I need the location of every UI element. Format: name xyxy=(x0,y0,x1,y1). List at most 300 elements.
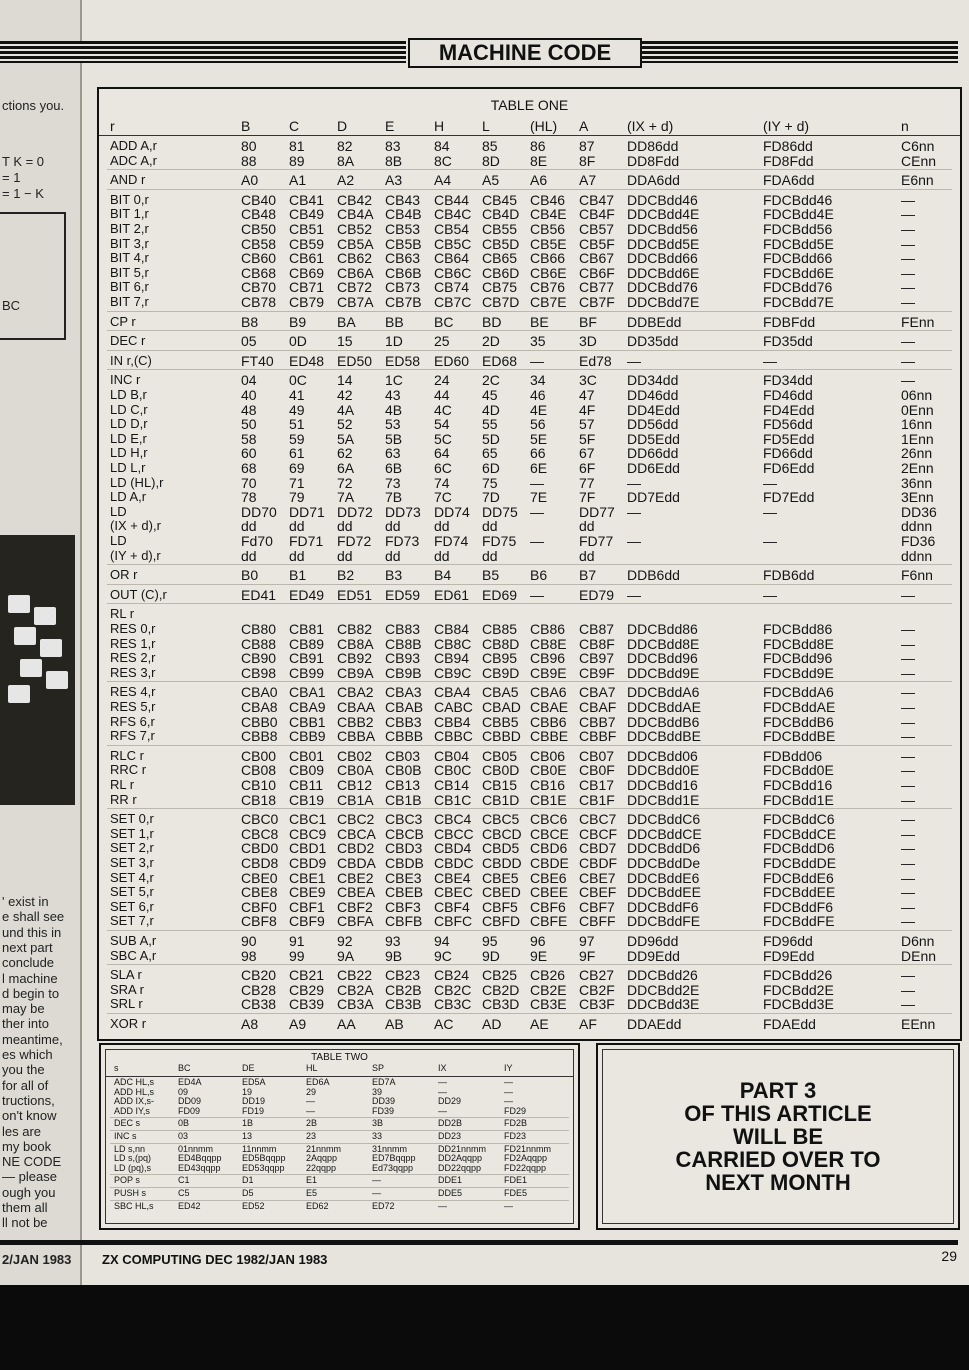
opcode-cell: ED79 xyxy=(579,586,615,603)
table-row xyxy=(99,266,960,281)
opcode-cell: 82 xyxy=(337,138,353,154)
opcode-cell: CB04 xyxy=(434,747,470,764)
opcode-cell: 98 xyxy=(241,947,257,964)
opcode-cell: 5C xyxy=(434,430,452,447)
opcode-cell: CB7E xyxy=(530,294,567,310)
opcode-cell: CB02 xyxy=(337,747,373,764)
opcode-cell: CBFB xyxy=(385,913,423,930)
opcode-cell: 1C xyxy=(385,372,403,389)
opcode-cell: FDCBdd66 xyxy=(763,250,833,267)
opcode-cell: 7D xyxy=(482,489,500,506)
opcode-cell: CB0C xyxy=(434,762,472,779)
opcode-cell: CB5B xyxy=(385,235,422,252)
table-one-column-header: B xyxy=(241,118,251,134)
opcode-cell: DD35dd xyxy=(627,333,679,350)
opcode-cell: ED49 xyxy=(289,586,325,603)
facing-page-text: d begin to xyxy=(2,985,60,1001)
opcode-cell: D5 xyxy=(242,1188,254,1198)
opcode-cell: DDCBdd76 xyxy=(627,279,698,296)
opcode-cell: DDE5 xyxy=(438,1188,463,1198)
opcode-cell: CBDA xyxy=(337,855,376,871)
row-label: SBC A,r xyxy=(110,947,157,963)
opcode-cell: CBAF xyxy=(579,699,617,715)
opcode-cell: DDCBddF6 xyxy=(627,898,699,915)
opcode-cell: CB58 xyxy=(241,235,277,252)
facing-page-text: you the xyxy=(2,1062,45,1078)
opcode-cell: CBA4 xyxy=(434,684,471,701)
table-row xyxy=(106,1145,573,1155)
opcode-cell: CBFE xyxy=(530,913,568,930)
opcode-cell: B4 xyxy=(434,567,452,584)
row-label: BIT 1,r xyxy=(110,206,149,222)
opcode-cell: ED5A xyxy=(242,1077,266,1087)
opcode-cell: CB3D xyxy=(482,996,520,1013)
opcode-cell: 66 xyxy=(530,445,546,462)
opcode-cell: — xyxy=(306,1096,315,1107)
opcode-cell: E1 xyxy=(306,1175,318,1186)
opcode-cell: DDCBdd1E xyxy=(627,791,700,808)
opcode-cell: CB66 xyxy=(530,250,566,267)
opcode-cell: 2B xyxy=(306,1118,318,1129)
group-separator xyxy=(107,189,952,190)
opcode-cell: ED53qqpp xyxy=(242,1162,285,1173)
opcode-cell: FDE5 xyxy=(504,1188,528,1198)
opcode-cell: — xyxy=(901,650,915,667)
opcode-cell: 39 xyxy=(372,1086,383,1097)
row-label: SET 5,r xyxy=(110,884,154,900)
opcode-cell: FD46dd xyxy=(763,387,813,403)
opcode-cell: CBE8 xyxy=(241,884,278,901)
opcode-cell: CB3F xyxy=(579,996,615,1013)
opcode-cell: FDE1 xyxy=(504,1175,528,1186)
opcode-cell: — xyxy=(530,586,544,603)
opcode-cell: FDCBdd5E xyxy=(763,235,834,252)
table-two xyxy=(99,1043,580,1230)
opcode-cell: CB91 xyxy=(289,650,325,667)
opcode-cell: DDCBddCE xyxy=(627,825,702,842)
row-label: RES 4,r xyxy=(110,684,156,700)
table-row xyxy=(99,900,960,915)
opcode-cell: CBE1 xyxy=(289,869,326,886)
opcode-cell: FD39 xyxy=(372,1105,395,1116)
opcode-cell: — xyxy=(372,1175,381,1186)
table-row xyxy=(99,934,960,949)
opcode-cell: 6E xyxy=(530,460,548,476)
opcode-cell: 5B xyxy=(385,430,403,447)
row-label: LD H,r xyxy=(110,445,148,461)
opcode-cell: BE xyxy=(530,313,549,330)
opcode-cell: CB26 xyxy=(530,967,566,984)
opcode-cell: 55 xyxy=(482,416,498,433)
table-row xyxy=(106,1164,573,1174)
opcode-cell: CB47 xyxy=(579,191,615,208)
opcode-cell: CB70 xyxy=(241,279,277,296)
opcode-cell: CBD8 xyxy=(241,855,279,871)
opcode-cell: FDCBdd4E xyxy=(763,206,834,223)
table-one-column-header: (IX + d) xyxy=(627,118,674,134)
opcode-cell: 90 xyxy=(241,933,257,949)
opcode-cell: CBF9 xyxy=(289,913,325,930)
row-label: RES 2,r xyxy=(110,650,156,666)
opcode-cell: — xyxy=(901,621,915,637)
opcode-cell: CBAA xyxy=(337,699,376,715)
opcode-cell: CB5D xyxy=(482,235,520,252)
opcode-cell: CB41 xyxy=(289,191,325,208)
opcode-cell: 06nn xyxy=(901,387,933,403)
opcode-cell: — xyxy=(901,250,915,267)
opcode-cell: CB2A xyxy=(337,981,374,998)
opcode-cell: CB9C xyxy=(434,664,472,681)
opcode-cell: CBED xyxy=(482,884,521,901)
opcode-cell: FDCBddAE xyxy=(763,699,836,715)
opcode-cell: — xyxy=(306,1105,315,1116)
opcode-cell: DDCBddEE xyxy=(627,884,701,901)
opcode-cell: A6 xyxy=(530,172,548,189)
opcode-cell: DDCBdd16 xyxy=(627,777,698,793)
opcode-cell: CB14 xyxy=(434,777,470,793)
opcode-cell: 5F xyxy=(579,430,596,447)
opcode-cell: 97 xyxy=(579,933,595,949)
table-row xyxy=(106,1132,573,1142)
opcode-cell: DD96dd xyxy=(627,933,679,949)
opcode-cell: CB7F xyxy=(579,294,615,310)
opcode-cell: — xyxy=(901,206,915,223)
group-separator xyxy=(107,169,952,170)
opcode-cell: FDCBdd96 xyxy=(763,650,833,667)
opcode-cell: DD9Edd xyxy=(627,947,680,964)
opcode-cell: 4A xyxy=(337,401,355,418)
opcode-cell: CBE4 xyxy=(434,869,471,886)
opcode-cell: 11nnmm xyxy=(242,1143,277,1154)
opcode-cell: BA xyxy=(337,313,356,330)
opcode-cell: 94 xyxy=(434,933,450,949)
table-row xyxy=(99,461,960,476)
opcode-cell: 48 xyxy=(241,401,257,418)
opcode-cell: FD5Edd xyxy=(763,430,815,447)
opcode-cell: CB2F xyxy=(579,981,615,998)
table-row xyxy=(106,1097,573,1107)
opcode-cell: — xyxy=(901,791,915,808)
opcode-cell: DDCBddB6 xyxy=(627,713,700,730)
table-row xyxy=(99,700,960,715)
table-row xyxy=(99,354,960,369)
opcode-cell: CB93 xyxy=(385,650,421,667)
opcode-cell: — xyxy=(901,264,915,281)
opcode-cell: CB86 xyxy=(530,621,566,637)
opcode-cell: CBA1 xyxy=(289,684,326,701)
opcode-cell: CBCD xyxy=(482,825,522,842)
opcode-cell: CB48 xyxy=(241,206,277,223)
opcode-cell: FD29 xyxy=(504,1105,527,1116)
row-label: SRA r xyxy=(110,981,144,997)
opcode-cell: FD4Edd xyxy=(763,401,815,418)
opcode-cell: CB01 xyxy=(289,747,325,764)
opcode-cell: DDCBdd2E xyxy=(627,981,700,998)
table-one-column-header: C xyxy=(289,118,300,134)
opcode-cell: CB4C xyxy=(434,206,472,223)
table-row xyxy=(99,812,960,827)
opcode-cell: CBD4 xyxy=(434,840,472,857)
table-row xyxy=(99,729,960,744)
opcode-cell: 21nnmm xyxy=(306,1143,342,1154)
opcode-cell: E6nn xyxy=(901,172,934,189)
opcode-cell: CB50 xyxy=(241,221,277,237)
table-row xyxy=(99,490,960,505)
opcode-cell: CB6F xyxy=(579,264,615,281)
table-row xyxy=(99,432,960,447)
row-label: BIT 2,r xyxy=(110,221,149,236)
opcode-cell: CB6A xyxy=(337,264,374,281)
row-label: RES 0,r xyxy=(110,621,156,636)
opcode-cell: 9D xyxy=(482,947,500,964)
opcode-cell: CB07 xyxy=(579,747,615,764)
footer-rule xyxy=(0,1240,958,1245)
opcode-cell: ED72 xyxy=(372,1200,395,1211)
facing-page-text: conclude xyxy=(2,955,55,971)
table-one-column-header: (IY + d) xyxy=(763,118,810,134)
notice-line: OF THIS ARTICLE xyxy=(684,1101,872,1126)
opcode-cell: CB56 xyxy=(530,221,566,237)
opcode-cell: — xyxy=(901,372,915,389)
opcode-cell: CB21 xyxy=(289,967,325,984)
row-label: ADD IX,s- xyxy=(114,1096,155,1107)
row-label: ADD HL,s xyxy=(114,1086,155,1097)
table-row xyxy=(99,997,960,1012)
opcode-cell: D1 xyxy=(242,1175,254,1186)
opcode-cell: 01nnmm xyxy=(178,1143,214,1154)
table-row xyxy=(99,871,960,886)
table-row xyxy=(99,505,960,520)
opcode-cell: 77 xyxy=(579,474,595,491)
opcode-cell: 09 xyxy=(178,1086,189,1097)
opcode-cell: — xyxy=(530,352,544,369)
opcode-cell: CBBF xyxy=(579,728,617,745)
opcode-cell: ED61 xyxy=(434,586,470,603)
table-row xyxy=(99,666,960,681)
opcode-cell: ED48 xyxy=(289,352,325,369)
opcode-cell: CBA3 xyxy=(385,684,422,701)
opcode-cell: — xyxy=(901,713,915,730)
opcode-cell: ED62 xyxy=(306,1200,329,1211)
notice-line: NEXT MONTH xyxy=(705,1170,851,1195)
opcode-cell: ED42 xyxy=(178,1200,201,1211)
row-label: LD C,r xyxy=(110,401,148,417)
row-label: AND r xyxy=(110,172,146,188)
table-one-column-header: A xyxy=(579,118,589,134)
opcode-cell: C1 xyxy=(178,1175,190,1186)
notice-line: PART 3 xyxy=(739,1078,817,1103)
table-row xyxy=(99,251,960,266)
opcode-cell: CB39 xyxy=(289,996,325,1013)
opcode-cell: FDCBdd26 xyxy=(763,967,833,984)
opcode-cell: DD19 xyxy=(242,1096,266,1107)
opcode-cell: dd xyxy=(337,518,353,535)
opcode-cell: AB xyxy=(385,1016,404,1032)
row-label: ADC HL,s xyxy=(114,1077,155,1087)
opcode-cell: 0Enn xyxy=(901,401,934,418)
opcode-cell: 96 xyxy=(530,933,546,949)
section-header xyxy=(0,38,958,66)
table-row xyxy=(106,1189,573,1199)
opcode-cell: DD5Edd xyxy=(627,430,680,447)
opcode-cell: FDCBdd1E xyxy=(763,791,834,808)
opcode-cell: 5E xyxy=(530,430,548,447)
opcode-cell: DD56dd xyxy=(627,416,679,433)
opcode-cell: CB28 xyxy=(241,981,277,998)
opcode-cell: CB1F xyxy=(579,791,615,808)
row-label: SET 7,r xyxy=(110,913,154,929)
opcode-cell: 80 xyxy=(241,138,257,154)
opcode-cell: CBB1 xyxy=(289,713,326,730)
opcode-cell: — xyxy=(901,294,915,310)
opcode-cell: CBA2 xyxy=(337,684,374,701)
opcode-cell: CB9B xyxy=(385,664,422,681)
opcode-cell: CBA8 xyxy=(241,699,278,715)
opcode-cell: CB68 xyxy=(241,264,277,281)
opcode-cell: AF xyxy=(579,1016,597,1032)
opcode-cell: CBAE xyxy=(530,699,569,715)
opcode-cell: CBD5 xyxy=(482,840,520,857)
table-one-column-header: (HL) xyxy=(530,118,558,134)
table-one-column-header: n xyxy=(901,118,909,134)
facing-page-text: on't know xyxy=(2,1108,57,1124)
opcode-cell: CBDF xyxy=(579,855,618,871)
opcode-cell: FD2Aqqpp xyxy=(504,1153,548,1164)
opcode-cell: BF xyxy=(579,313,597,330)
opcode-cell: 4E xyxy=(530,401,548,418)
opcode-cell: CB06 xyxy=(530,747,566,764)
opcode-cell: FDCBdd2E xyxy=(763,981,834,998)
opcode-cell: FDCBdd0E xyxy=(763,762,834,779)
facing-page-text: = 1 xyxy=(2,170,21,185)
opcode-cell: CB8F xyxy=(579,635,615,652)
opcode-cell: BC xyxy=(434,313,454,330)
table-row xyxy=(99,778,960,793)
opcode-cell: DDCBdd6E xyxy=(627,264,700,281)
opcode-cell: DDCBddDe xyxy=(627,855,701,871)
opcode-cell: 95 xyxy=(482,933,498,949)
opcode-cell: CB18 xyxy=(241,791,277,808)
opcode-cell: 53 xyxy=(385,416,401,433)
opcode-cell: 81 xyxy=(289,138,305,154)
opcode-cell: FDCBddDE xyxy=(763,855,837,871)
facing-page-text: them all xyxy=(2,1200,48,1215)
row-label: BIT 6,r xyxy=(110,279,149,295)
opcode-cell: CB98 xyxy=(241,664,277,681)
opcode-cell: 36nn xyxy=(901,474,933,491)
opcode-cell: CB44 xyxy=(434,191,470,208)
opcode-cell: — xyxy=(901,333,915,350)
table-row xyxy=(99,793,960,808)
opcode-cell: 52 xyxy=(337,416,353,433)
row-label: LD E,r xyxy=(110,430,147,446)
opcode-cell: 6F xyxy=(579,460,596,476)
opcode-cell: CBCB xyxy=(385,825,424,842)
opcode-cell: FD8Fdd xyxy=(763,152,814,169)
opcode-cell: CB0D xyxy=(482,762,520,779)
opcode-cell: 65 xyxy=(482,445,498,462)
opcode-cell: B5 xyxy=(482,567,500,584)
opcode-cell: CB9E xyxy=(530,664,567,681)
table-row xyxy=(99,856,960,871)
table-row xyxy=(99,568,960,583)
row-label: LD A,r xyxy=(110,489,147,505)
opcode-cell: FDCBdd7E xyxy=(763,294,834,310)
table-two-column-header: HL xyxy=(306,1063,318,1073)
opcode-cell: B3 xyxy=(385,567,403,584)
table-row xyxy=(99,388,960,403)
row-label: LD L,r xyxy=(110,460,146,475)
opcode-cell: CBF0 xyxy=(241,898,277,915)
scan-border xyxy=(0,1285,969,1370)
table-row xyxy=(99,446,960,461)
opcode-cell: 8C xyxy=(434,152,452,169)
table-two-column-header: IX xyxy=(438,1063,447,1073)
opcode-cell: FDCBddEE xyxy=(763,884,836,901)
row-label: SBC HL,s xyxy=(114,1200,154,1211)
group-separator xyxy=(107,350,952,351)
opcode-cell: CBC3 xyxy=(385,811,423,828)
opcode-cell: — xyxy=(901,586,915,603)
opcode-cell: CBB0 xyxy=(241,713,278,730)
opcode-cell: DDE1 xyxy=(438,1175,463,1186)
opcode-cell: CB19 xyxy=(289,791,325,808)
opcode-cell: 19 xyxy=(242,1086,253,1097)
opcode-cell: DD73 xyxy=(385,503,421,520)
opcode-cell: — xyxy=(504,1200,513,1211)
opcode-cell: 26nn xyxy=(901,445,933,462)
group-separator xyxy=(107,584,952,585)
opcode-cell: CB1C xyxy=(434,791,472,808)
opcode-cell: CBB7 xyxy=(579,713,616,730)
opcode-cell: ED52 xyxy=(242,1200,265,1211)
opcode-cell: — xyxy=(627,352,641,369)
opcode-cell: — xyxy=(901,235,915,252)
opcode-cell: DDCBdd4E xyxy=(627,206,700,223)
opcode-cell: — xyxy=(901,967,915,984)
table-row xyxy=(99,207,960,222)
opcode-cell: 47 xyxy=(579,387,595,403)
opcode-cell: CB54 xyxy=(434,221,470,237)
opcode-cell: 44 xyxy=(434,387,450,403)
table-row xyxy=(99,949,960,964)
facing-page-text: l machine xyxy=(2,970,58,986)
opcode-cell: FD75 xyxy=(482,533,517,549)
opcode-cell: CB81 xyxy=(289,621,325,637)
row-label: RL r xyxy=(110,606,135,622)
opcode-cell: ED7A xyxy=(372,1077,396,1087)
opcode-cell: 42 xyxy=(337,387,353,403)
opcode-cell: DDB6dd xyxy=(627,567,680,584)
opcode-cell: CBCE xyxy=(530,825,569,842)
opcode-cell: DD2Aqqpp xyxy=(438,1153,483,1164)
opcode-cell: 22qqpp xyxy=(306,1162,337,1173)
opcode-cell: DD34dd xyxy=(627,372,679,389)
opcode-cell: B1 xyxy=(289,567,307,584)
opcode-cell: CB7A xyxy=(337,294,374,310)
opcode-cell: CB24 xyxy=(434,967,470,984)
table-row xyxy=(99,827,960,842)
opcode-cell: 2Enn xyxy=(901,460,934,476)
row-label: PUSH s xyxy=(114,1188,147,1198)
opcode-cell: 89 xyxy=(289,152,305,169)
opcode-cell: DDCBdd8E xyxy=(627,635,700,652)
facing-page-text: les are xyxy=(2,1123,42,1139)
table-row xyxy=(99,749,960,764)
table-row xyxy=(99,154,960,169)
opcode-cell: CB0E xyxy=(530,762,567,779)
opcode-cell: CB00 xyxy=(241,747,277,764)
